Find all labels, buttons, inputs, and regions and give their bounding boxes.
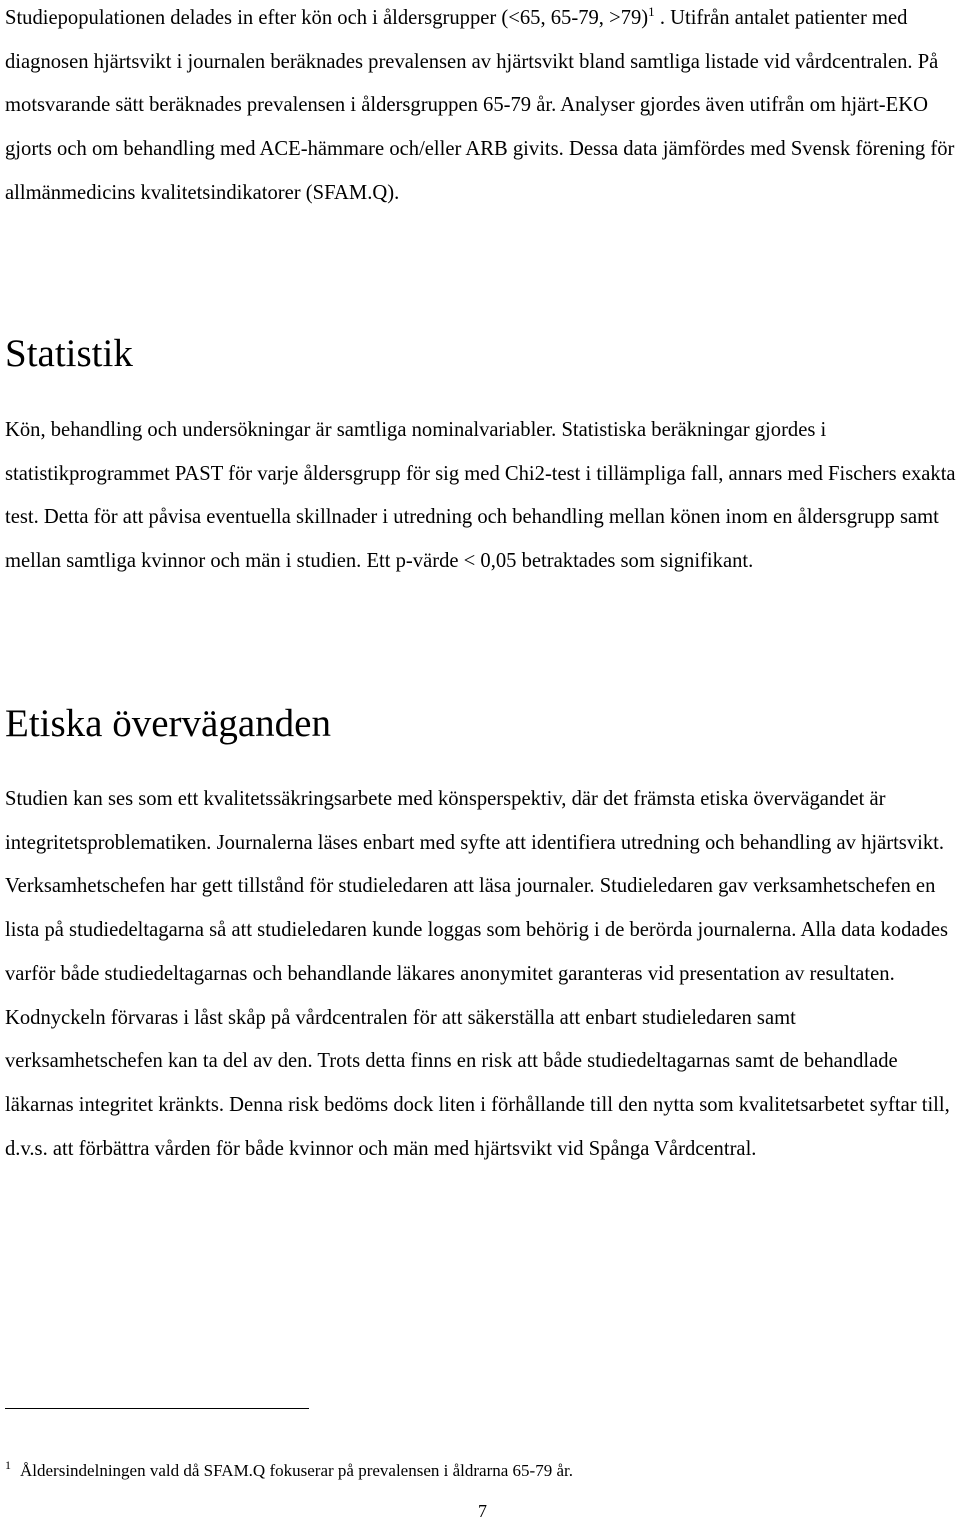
statistik-paragraph: Kön, behandling och undersökningar är samtliga nominalvariabler. Statistiska beräkningar gjordes i statistikprogrammet PAST för varje åldersgrupp för sig med Chi2-test i tillämpliga fall, annars med Fischers exakta test. Detta för att påvisa eventuella skillnader i utredning och behandling mellan könen inom en åldersgrupp samt mellan samtliga kvinnor och män i studien. Ett p-värde < 0,05 betraktades som signifikant. [5, 419, 956, 573]
intro-text-start: Studiepopulationen delades in efter kön och i åldersgrupper (<65, 65-79, >79) [5, 7, 649, 29]
intro-paragraph [5, 0, 957, 216]
footnote-divider [5, 1408, 309, 1409]
section-heading-statistik: Statistik [5, 332, 133, 375]
footnote-marker: 1 [5, 1458, 11, 1473]
etiska-paragraph: Studien kan ses som ett kvalitetssäkringsarbete med könsperspektiv, där det främsta etiska övervägandet är integritetsproblematiken. Journalerna läses enbart med syfte att identifiera utredning och behandling av hjärtsvikt. Verksamhetschefen har gett tillstånd för studieledaren att läsa journaler. Studieledaren gav verksamhetschefen en lista på studiedeltagarna så att studieledaren kunde loggas som behörig i de berörda journalerna. Alla data kodades varför både studiedeltagarnas och behandlande läkares anonymitet garanteras vid presentation av resultaten. Kodnyckeln förvaras i låst skåp på vårdcentralen för att säkerställa att enbart studieledaren samt verksamhetschefen kan ta del av den. Trots detta finns en risk att både studiedeltagarnas samt de behandlade läkarnas integritet kränkts. Denna risk bedöms dock liten i förhållande till den nytta som kvalitetsarbetet syftar till, d.v.s. att förbättra vården för både kvinnor och män med hjärtsvikt vid Spånga Vårdcentral. [5, 788, 950, 1160]
footnote-reference[interactable]: 1 [648, 4, 655, 20]
page-number: 7 [478, 1501, 487, 1521]
footnote [5, 1459, 573, 1483]
intro-text-end: . Utifrån antalet patienter med diagnosen hjärtsvikt i journalen beräknades prevalensen av hjärtsvikt bland samtliga listade vid vårdcentralen. På motsvarande sätt beräknades prevalensen i åldersgruppen 65-79 år. Analyser gjordes även utifrån om hjärt-EKO gjorts och om behandling med ACE-hämmare och/eller ARB givits. Dessa data jämfördes med Svensk förening för allmänmedicins kvalitetsindikatorer (SFAM.Q). [5, 7, 955, 204]
section-heading-etiska: Etiska överväganden [5, 702, 331, 745]
footnote-text: Åldersindelningen vald då SFAM.Q fokuserar på prevalensen i åldrarna 65-79 år. [20, 1461, 573, 1480]
